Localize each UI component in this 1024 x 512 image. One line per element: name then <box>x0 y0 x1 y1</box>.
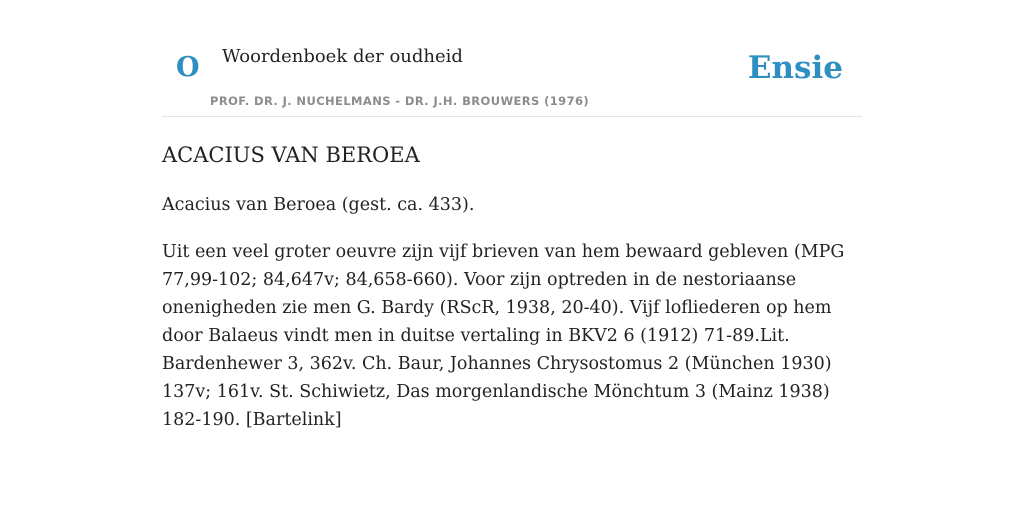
dictionary-authors: PROF. DR. J. NUCHELMANS - DR. J.H. BROUWERS (1976) <box>210 94 590 108</box>
dictionary-header <box>162 40 862 117</box>
entry-content <box>162 138 862 434</box>
dictionary-title[interactable]: Woordenboek der oudheid <box>222 46 463 67</box>
letter-index-link[interactable]: O <box>176 52 200 83</box>
entry-title: ACACIUS VAN BEROEA <box>162 143 420 167</box>
ensie-logo-link[interactable]: Ensie <box>747 50 843 86</box>
entry-paragraph: Acacius van Beroea (gest. ca. 433). <box>162 195 475 215</box>
entry-paragraph: Uit een veel groter oeuvre zijn vijf brieven van hem bewaard gebleven (MPG 77,99-102; 84,647v; 84,658-660). Voor zijn optreden in de nestoriaanse onenigheden zie men G. Bardy (RScR, 1938, 20-40). Vijf lofliederen op hem door Balaeus vindt men in duitse vertaling in BKV2 6 (1912) 71-89.Lit. Bardenhewer 3, 362v. Ch. Baur, Johannes Chrysostomus 2 (München 1930) 137v; 161v. St. Schiwietz, Das morgenlandische Mönchtum 3 (Mainz 1938) 182-190. [Bartelink] <box>162 242 845 430</box>
